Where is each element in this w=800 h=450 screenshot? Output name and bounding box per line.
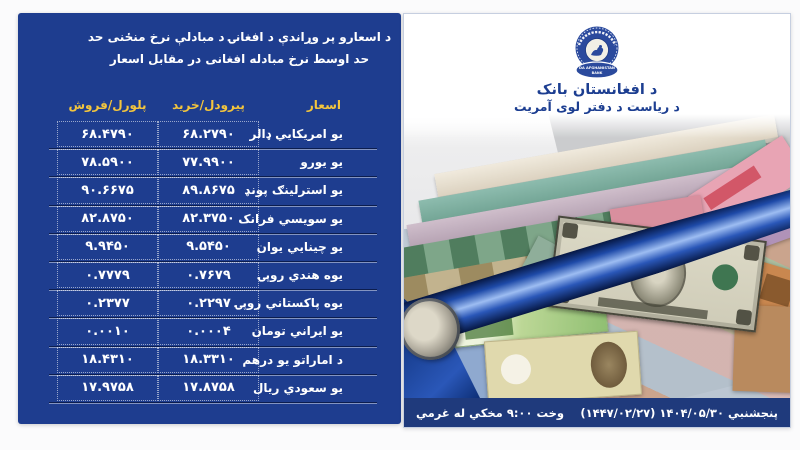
table-header [57,93,347,117]
col-header-currency: اسعار [306,98,341,112]
bank-panel [403,13,791,428]
title-pashto: د اسعارو پر وړاندې د افغانۍ د مبادلې نرخ منځنی حد [87,30,392,44]
sell-rate: ۹.۹۴۵۰ [57,234,158,260]
sell-rate: ۰.۰۰۱۰ [57,318,158,344]
currency-name: یو چینایي یوان [256,239,343,254]
sell-rate: ۹۰.۶۶۷۵ [57,177,158,203]
buy-rate: ۱۷.۸۷۵۸ [158,375,259,401]
col-header-buy: پیرودل/خرید [172,98,245,112]
table-row [57,374,347,402]
table-row [57,148,347,176]
yen-portrait [589,341,628,389]
dollar-corner-numeral [735,309,752,326]
currency-name: یو سویسي فرانک [238,211,343,226]
table-row [57,289,347,317]
sell-rate: ۶۸.۴۷۹۰ [57,121,158,147]
title-dari: حد اوسط نرخ مبادله افغانی در مقابل اسعار [109,51,370,66]
currency-collage-photo [404,114,790,398]
buy-rate: ۷۷.۹۹۰۰ [158,149,259,175]
currency-name: یو سعودي ریال [253,380,343,395]
currency-name: د اماراتو یو درهم [242,352,343,367]
buy-rate: ۰.۷۶۷۹ [158,262,259,288]
yen-banknote [484,331,642,398]
table-row [57,120,347,148]
col-header-sell: پلورل/فروش [68,98,147,112]
yen-watermark [500,353,532,385]
buy-rate: ۹.۵۴۵۰ [158,234,259,260]
bank-seal-icon [567,25,627,81]
sell-rate: ۸۲.۸۷۵۰ [57,206,158,232]
sell-rate: ۷۸.۵۹۰۰ [57,149,158,175]
sell-rate: ۱۸.۴۳۱۰ [57,347,158,373]
buy-rate: ۱۸.۳۳۱۰ [158,347,259,373]
rates-table [57,93,347,402]
sell-rate: ۰.۲۳۷۷ [57,290,158,316]
bank-name: د افغانستان بانک [536,82,658,98]
table-row [57,261,347,289]
sell-rate: ۰.۷۷۷۹ [57,262,158,288]
bank-header [404,14,790,115]
photo-top-fade [404,114,790,138]
buy-rate: ۰.۰۰۰۴ [158,318,259,344]
dollar-corner-numeral [743,245,760,262]
table-row [57,176,347,204]
rates-panel [18,13,401,424]
buy-rate: ۸۲.۳۷۵۰ [158,206,259,232]
currency-name: یو استرلینګ پونډ [244,183,343,198]
time-text: وخت ۹:۰۰ مخکي له غرمي [416,405,565,420]
table-row [57,317,347,345]
table-row [57,205,347,233]
buy-rate: ۰.۲۲۹۷ [158,290,259,316]
sell-rate: ۱۷.۹۷۵۸ [57,375,158,401]
currency-name: یو یورو [300,155,343,170]
currency-name: یوه پاکستاني روپۍ [235,296,343,311]
currency-name: یو ایراني تومان [251,324,343,339]
buy-rate: ۸۹.۸۶۷۵ [158,177,259,203]
dollar-corner-numeral [562,222,579,239]
logo-text-line1: DA AFGHANISTAN [579,66,615,70]
panel-title [18,13,401,70]
buy-rate: ۶۸.۲۷۹۰ [158,121,259,147]
date-text: پنجشنبي ۱۴۰۴/۰۵/۳۰ (۱۴۴۷/۰۲/۲۷) [580,405,778,420]
currency-name: یوه هندي روپۍ [258,268,343,283]
currency-name: یو امریکایي ډالر [249,127,343,142]
bank-department: د ریاست د دفتر لوی آمریت [514,99,680,115]
date-time-bar [404,398,790,427]
logo-text-line2: BANK [591,71,603,75]
table-row [57,233,347,261]
dollar-green-seal [711,263,740,292]
table-row [57,346,347,374]
